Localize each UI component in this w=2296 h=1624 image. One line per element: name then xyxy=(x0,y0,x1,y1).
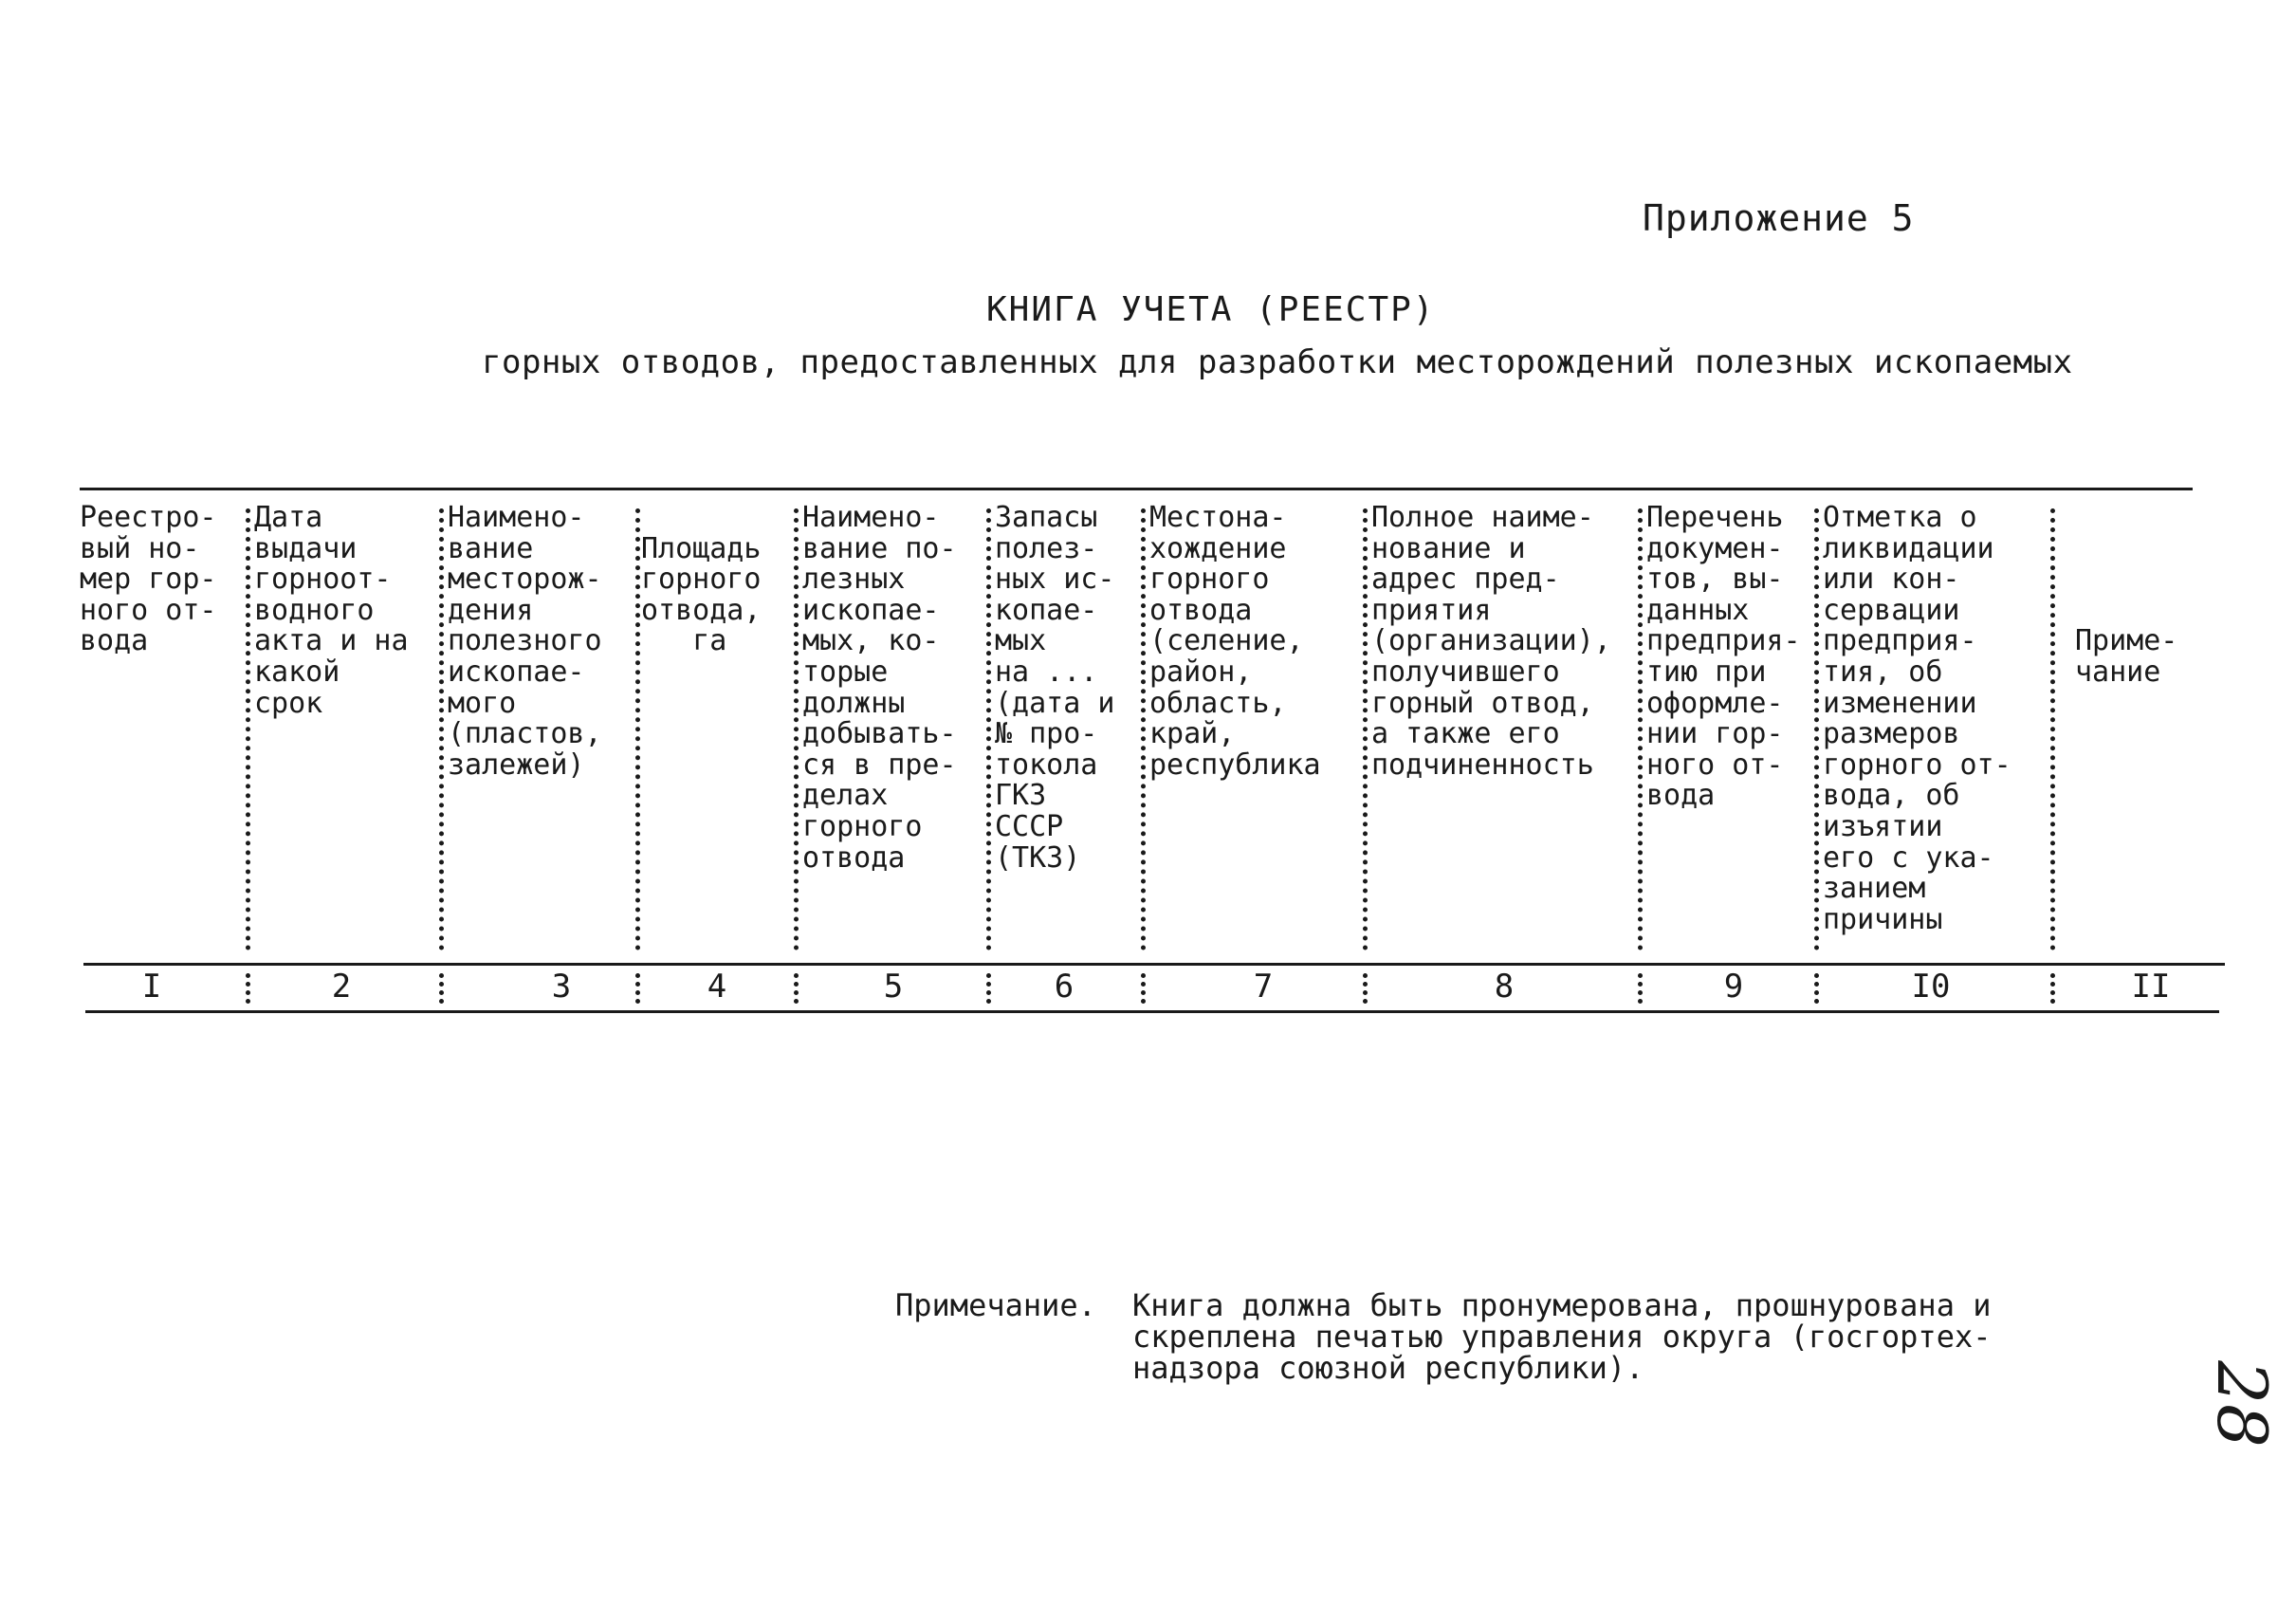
document-subtitle: горных отводов, предоставленных для разработки месторождений полезных ископаемых xyxy=(482,343,2073,381)
column-header-text: Реестро- вый но- мер гор- ного от- вода xyxy=(80,501,217,658)
table-mid-rule xyxy=(83,963,2225,966)
column-header-minerals xyxy=(802,503,957,958)
column-header-location xyxy=(1149,503,1321,958)
column-header-reserves xyxy=(995,503,1114,958)
column-number: I xyxy=(141,968,162,1006)
column-header-text: Приме- чание xyxy=(2075,624,2178,689)
footnote-label: Примечание. xyxy=(895,1287,1096,1323)
column-separator xyxy=(1814,973,1819,1004)
column-number: 8 xyxy=(1494,968,1515,1006)
column-header-text: Наимено- вание месторож- дения полезного ископае- мого (пластов, залежей) xyxy=(448,501,602,782)
column-separator xyxy=(246,508,250,950)
column-separator xyxy=(986,973,991,1004)
column-separator xyxy=(1141,973,1146,1004)
column-separator xyxy=(794,508,799,950)
column-header-text: Дата выдачи горноот- водного акта и на какой срок xyxy=(254,501,409,720)
column-separator xyxy=(1638,973,1643,1004)
column-separator xyxy=(635,973,640,1004)
column-header-registry-number xyxy=(80,503,217,958)
column-header-documents xyxy=(1646,503,1801,958)
column-separator xyxy=(1363,508,1368,950)
appendix-label: Приложение 5 xyxy=(1643,197,1915,239)
column-separator xyxy=(1363,973,1368,1004)
column-separator xyxy=(439,508,444,950)
column-separator xyxy=(246,973,250,1004)
footnote-text: Книга должна быть пронумерована, прошнурована и скреплена печатью управления округа (госгортех- надзора союзной республики). xyxy=(1132,1287,1992,1386)
document-title: КНИГА УЧЕТА (РЕЕСТР) xyxy=(986,290,1436,329)
column-number: 4 xyxy=(707,968,727,1006)
column-header-remark xyxy=(2075,503,2177,958)
column-number: 2 xyxy=(331,968,352,1006)
column-separator xyxy=(1141,508,1146,950)
column-header-liquidation xyxy=(1823,503,2011,958)
column-separator xyxy=(2050,508,2055,950)
column-separator xyxy=(439,973,444,1004)
column-header-text: Отметка о ликвидации или кон- сервации предприя- тия, об изменении размеров горного от- вода, об изъятии его с ука- занием причины xyxy=(1823,501,2011,936)
footnote xyxy=(895,1287,1992,1386)
column-separator xyxy=(1814,508,1819,950)
column-header-text: Наимено- вание по- лезных ископае- мых, ко- торые должны добывать- ся в пре- делах горного отвода xyxy=(802,501,957,875)
column-number: 3 xyxy=(551,968,572,1006)
column-separator xyxy=(635,508,640,950)
table-top-rule xyxy=(80,488,2193,490)
column-header-area xyxy=(641,503,761,958)
column-number: I0 xyxy=(1911,968,1951,1006)
page-number: 28 xyxy=(2201,1360,2282,1448)
column-separator xyxy=(794,973,799,1004)
column-header-issue-date xyxy=(254,503,409,958)
column-separator xyxy=(986,508,991,950)
column-number: 7 xyxy=(1253,968,1274,1006)
column-separator xyxy=(2050,973,2055,1004)
column-header-text: Площадь горного отвода, га xyxy=(641,531,762,658)
column-number: II xyxy=(2131,968,2171,1006)
column-header-text: Запасы полез- ных ис- копае- мых на ... (дата и № про- токола ГКЗ СССР (ТКЗ) xyxy=(995,501,1115,875)
table-bottom-rule xyxy=(85,1010,2219,1013)
column-number: 9 xyxy=(1723,968,1744,1006)
column-number: 6 xyxy=(1054,968,1075,1006)
column-header-deposit-name xyxy=(448,503,602,958)
column-header-text: Местона- хождение горного отвода (селение, район, область, край, республика xyxy=(1149,501,1321,782)
column-header-enterprise xyxy=(1371,503,1611,958)
column-number: 5 xyxy=(883,968,904,1006)
column-header-text: Полное наиме- нование и адрес пред- приятия (организации), получившего горный отвод, а также его подчиненность xyxy=(1371,501,1611,782)
column-header-text: Перечень докумен- тов, вы- данных предприя- тию при оформле- нии гор- ного от- вода xyxy=(1646,501,1801,813)
column-separator xyxy=(1638,508,1643,950)
